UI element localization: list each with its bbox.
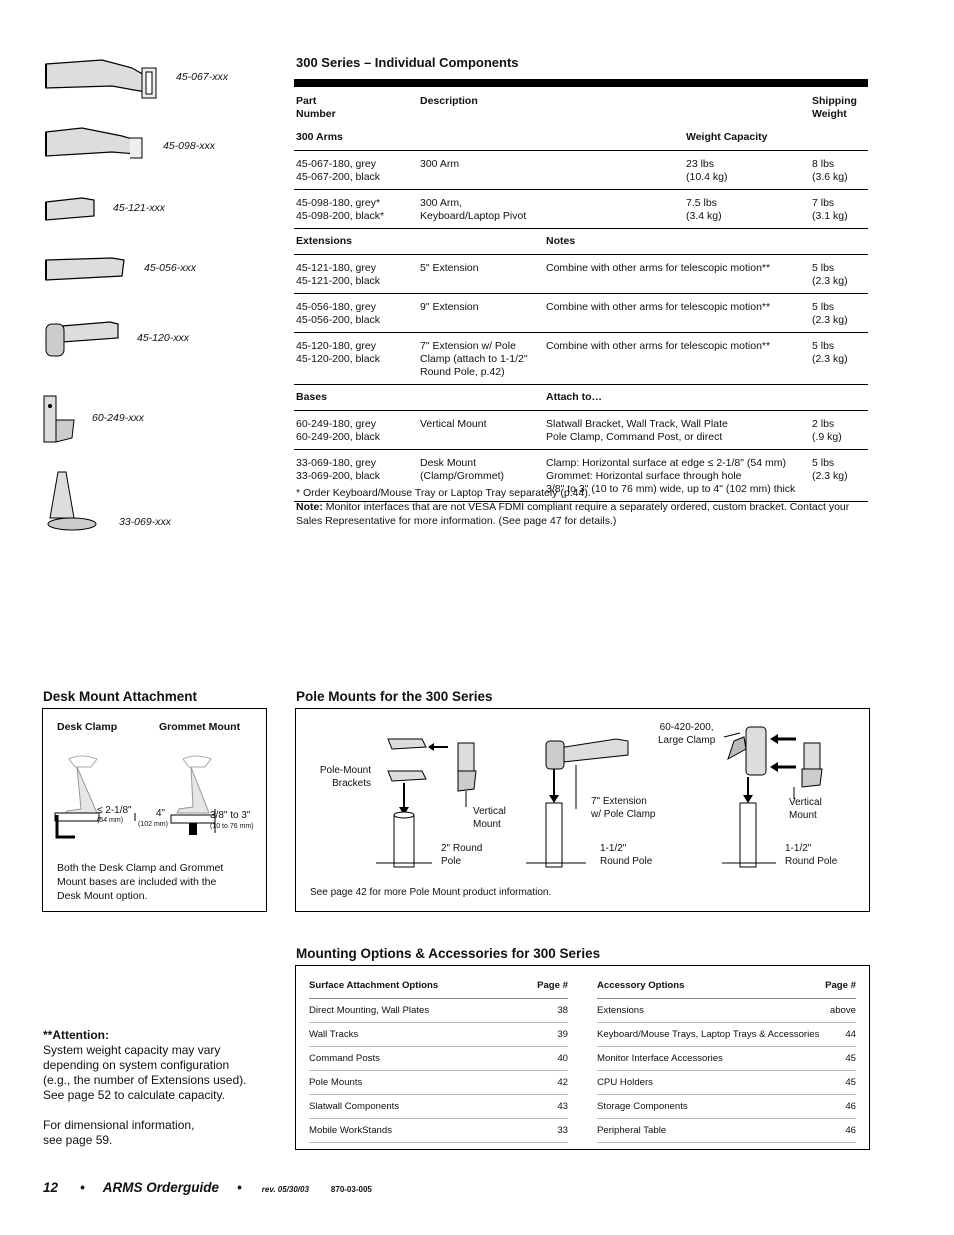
- surface-option-row: [309, 1095, 568, 1119]
- vertical-mount-image: [38, 392, 78, 446]
- vertical-mount-label-1: [473, 805, 506, 831]
- weight-line: 8 lbs: [812, 158, 835, 170]
- col-description: Description: [420, 95, 478, 107]
- cell-note: [546, 255, 812, 294]
- components-notes: [296, 486, 866, 528]
- label-line: Round Pole: [785, 856, 838, 867]
- label-line: Pole: [441, 856, 462, 867]
- component-row: [294, 190, 868, 229]
- label-line: 7" Extension: [591, 796, 647, 807]
- option-label: Mobile WorkStands: [309, 1125, 393, 1136]
- weight-line: 5 lbs: [812, 457, 835, 469]
- part-line: 45-067-200, black: [296, 171, 381, 183]
- section-extra-header: Weight Capacity: [686, 125, 868, 151]
- label-line: Brackets: [332, 778, 371, 789]
- cell-desc: [420, 255, 546, 294]
- desc-line: 7" Extension w/ Pole: [420, 340, 516, 352]
- weight-line: 5 lbs: [812, 340, 835, 352]
- note-line: Combine with other arms for telescopic motion**: [546, 340, 771, 352]
- note-line: Pole Clamp, Command Post, or direct: [546, 431, 723, 443]
- attention-line: See page 52 to calculate capacity.: [43, 1088, 225, 1102]
- arm-300-image: [42, 54, 162, 104]
- label-line: Mount: [789, 810, 817, 821]
- section-extra-header: Notes: [546, 229, 868, 255]
- thumbnail-label: 45-056-xxx: [144, 262, 196, 274]
- cell-desc: [420, 190, 686, 229]
- cell-desc: [420, 333, 546, 385]
- option-label: Storage Components: [597, 1101, 688, 1112]
- weight-line: 2 lbs: [812, 418, 835, 430]
- attention-line: (e.g., the number of Extensions used).: [43, 1073, 247, 1087]
- extension-pole-clamp-label: [591, 795, 655, 821]
- col-number: Number: [296, 108, 336, 120]
- footer-bullet: •: [237, 1180, 242, 1195]
- component-row: [294, 333, 868, 385]
- part-line: 45-121-180, grey: [296, 262, 376, 274]
- page-number: 12: [43, 1180, 59, 1195]
- accessory-option-row: [597, 1071, 856, 1095]
- label-line: 1-1/2": [600, 843, 627, 854]
- surface-option-row: [309, 1071, 568, 1095]
- desc-line: Vertical Mount: [420, 418, 487, 430]
- label-line: Pole-Mount: [319, 765, 371, 776]
- cell-weight: [812, 294, 868, 333]
- accessory-option-row: [597, 1047, 856, 1071]
- desk-clamp-label: Desk Clamp: [57, 721, 118, 733]
- grommet-mount-label: Grommet Mount: [159, 721, 241, 733]
- caption-line: Desk Mount option.: [57, 890, 148, 902]
- option-page: 43: [557, 1101, 568, 1112]
- cell-note: [546, 333, 812, 385]
- option-label: Pole Mounts: [309, 1077, 363, 1088]
- weight-line: (3.1 kg): [812, 210, 848, 222]
- option-label: Direct Mounting, Wall Plates: [309, 1005, 430, 1016]
- section-name: Extensions: [294, 229, 546, 255]
- options-box: [295, 965, 870, 1150]
- option-page: 38: [557, 1005, 568, 1016]
- title-rule: [294, 79, 868, 87]
- accessory-option-row: [597, 1095, 856, 1119]
- section-name: Bases: [294, 385, 546, 411]
- component-row: [294, 411, 868, 450]
- note-line: 23 lbs: [686, 158, 715, 170]
- note-label: Note:: [296, 501, 323, 513]
- brackets-label: [315, 764, 371, 790]
- option-label: Command Posts: [309, 1053, 380, 1064]
- option-label: Peripheral Table: [597, 1125, 667, 1136]
- footer-bullet: •: [80, 1180, 85, 1195]
- extension-5-image: [42, 192, 102, 228]
- part-line: 45-056-180, grey: [296, 301, 376, 313]
- footnote-star: * Order Keyboard/Mouse Tray or Laptop Tray separately (p.44).: [296, 487, 591, 499]
- cell-part: [294, 190, 420, 229]
- label-line: 1-1/2": [785, 843, 812, 854]
- label-line: w/ Pole Clamp: [591, 809, 656, 820]
- option-page: 39: [557, 1029, 568, 1040]
- note-line: 7.5 lbs: [686, 197, 717, 209]
- surface-option-row: [309, 1047, 568, 1071]
- part-line: 45-121-200, black: [296, 275, 381, 287]
- round-pole-label-2: [600, 842, 652, 868]
- desk-mount-image: [44, 466, 100, 536]
- option-page: 45: [845, 1053, 856, 1064]
- attention-block: [43, 1028, 246, 1148]
- note-line: Clamp: Horizontal surface at edge ≤ 2-1/8" (54 mm): [546, 457, 787, 469]
- document-code: 870-03-005: [330, 1185, 372, 1194]
- option-page: 44: [845, 1029, 856, 1040]
- cell-note: [686, 151, 812, 190]
- option-label: CPU Holders: [597, 1077, 653, 1088]
- label-line: Mount: [473, 819, 501, 830]
- revision: rev. 05/30/03: [261, 1185, 309, 1194]
- desk-mount-box: [42, 708, 267, 912]
- cell-desc: [420, 411, 546, 450]
- option-page: 46: [845, 1101, 856, 1112]
- option-page: 42: [557, 1077, 568, 1088]
- weight-line: (2.3 kg): [812, 353, 848, 365]
- note-line: (10.4 kg): [686, 171, 728, 183]
- pole-mounts-box: [295, 708, 870, 912]
- thumbnail-label: 33-069-xxx: [119, 516, 171, 528]
- part-line: 60-249-180, grey: [296, 418, 376, 430]
- weight-line: (2.3 kg): [812, 275, 848, 287]
- components-title: 300 Series – Individual Components: [296, 55, 519, 70]
- weight-line: 5 lbs: [812, 301, 835, 313]
- cell-part: [294, 294, 420, 333]
- option-page: 45: [845, 1077, 856, 1088]
- pole-mounts-footer: See page 42 for more Pole Mount product information.: [310, 887, 552, 898]
- part-line: 45-056-200, black: [296, 314, 381, 326]
- weight-line: 5 lbs: [812, 262, 835, 274]
- cell-note: [546, 294, 812, 333]
- desk-mount-caption: [57, 861, 223, 903]
- label-line: 2" Round: [441, 843, 483, 854]
- cell-weight: [812, 333, 868, 385]
- accessory-header: Accessory Options: [597, 979, 685, 991]
- extension-pole-clamp-image: [42, 316, 126, 360]
- cell-desc: [420, 294, 546, 333]
- cell-part: [294, 151, 420, 190]
- components-table: [294, 89, 868, 502]
- option-label: Keyboard/Mouse Trays, Laptop Trays & Accessories: [597, 1029, 820, 1040]
- pole-mounts-diagram: [296, 709, 869, 889]
- cell-desc: [420, 151, 686, 190]
- desc-line: 5" Extension: [420, 262, 479, 274]
- section-header-row: [294, 229, 868, 255]
- caption-line: Both the Desk Clamp and Grommet: [57, 862, 224, 874]
- thumbnail-label: 60-249-xxx: [92, 412, 144, 424]
- part-line: 45-098-200, black*: [296, 210, 385, 222]
- component-row: [294, 255, 868, 294]
- col-shipping: Shipping: [812, 95, 857, 107]
- grommet-hole-mm: (10 to 76 mm): [210, 823, 254, 830]
- part-line: 45-120-200, black: [296, 353, 381, 365]
- label-line: Vertical: [473, 806, 506, 817]
- grommet-thickness: 4": [156, 808, 166, 819]
- col-weight: Weight: [812, 108, 847, 120]
- note-line: Grommet: Horizontal surface through hole: [546, 470, 742, 482]
- option-label: Extensions: [597, 1005, 644, 1016]
- option-page: 46: [845, 1125, 856, 1136]
- note-text: Monitor interfaces that are not VESA FDMI compliant require a separately ordered, custom bracket. Contact your Sales Representative for more information. (See page 47 for details.): [296, 501, 850, 527]
- cell-note: [686, 190, 812, 229]
- surface-options-table: [309, 972, 568, 1143]
- grommet-thickness-mm: (102 mm): [138, 821, 168, 828]
- pole-mounts-title: Pole Mounts for the 300 Series: [296, 689, 493, 704]
- accessory-option-row: [597, 999, 856, 1023]
- option-label: Slatwall Components: [309, 1101, 400, 1112]
- cell-part: [294, 333, 420, 385]
- extension-9-image: [42, 252, 130, 288]
- section-name: 300 Arms: [294, 125, 686, 151]
- option-page: 40: [557, 1053, 568, 1064]
- attention-line: System weight capacity may vary: [43, 1043, 221, 1057]
- weight-line: (2.3 kg): [812, 314, 848, 326]
- section-header-row: [294, 385, 868, 411]
- part-line: 45-067-180, grey: [296, 158, 376, 170]
- desc-line: Round Pole, p.42): [420, 366, 505, 378]
- vertical-mount-label-2: [789, 796, 822, 822]
- weight-line: 7 lbs: [812, 197, 835, 209]
- cell-weight: [812, 411, 868, 450]
- accessory-option-row: [597, 1023, 856, 1047]
- cell-weight: [812, 151, 868, 190]
- grommet-hole: 3/8" to 3": [210, 810, 251, 821]
- weight-line: (.9 kg): [812, 431, 842, 443]
- caption-line: Mount bases are included with the: [57, 876, 217, 888]
- option-page: above: [829, 1005, 856, 1016]
- desc-line: Desk Mount: [420, 457, 477, 469]
- clamp-dimension: ≤ 2-1/8": [97, 805, 132, 816]
- note-line: 3/8" to 3" (10 to 76 mm) wide, up to 4" (102 mm) thick: [546, 483, 796, 495]
- thumbnail-label: 45-121-xxx: [113, 202, 165, 214]
- surface-header: Surface Attachment Options: [309, 979, 439, 991]
- attention-title: **Attention:: [43, 1028, 109, 1042]
- attention-line: depending on system configuration: [43, 1058, 230, 1072]
- thumbnail-label: 45-120-xxx: [137, 332, 189, 344]
- label-line: 60-420-200,: [659, 722, 714, 733]
- round-pole-label-3: [785, 842, 837, 868]
- note-line: Slatwall Bracket, Wall Track, Wall Plate: [546, 418, 728, 430]
- desc-line: (Clamp/Grommet): [420, 470, 505, 482]
- keyboard-pivot-arm-image: [42, 122, 147, 167]
- guide-name: ARMS Orderguide: [102, 1180, 220, 1195]
- option-label: Monitor Interface Accessories: [597, 1053, 723, 1064]
- vesa-note: [296, 500, 866, 528]
- thumbnail-label: 45-098-xxx: [163, 140, 215, 152]
- section-header-row: [294, 125, 868, 151]
- label-line: Large Clamp: [658, 735, 716, 746]
- cell-note: [546, 411, 812, 450]
- desk-mount-title: Desk Mount Attachment: [43, 689, 198, 704]
- part-line: 45-120-180, grey: [296, 340, 376, 352]
- desc-line: 300 Arm,: [420, 197, 463, 209]
- desc-line: Keyboard/Laptop Pivot: [420, 210, 527, 222]
- col-part: Part: [296, 95, 317, 107]
- part-line: 33-069-200, black: [296, 470, 381, 482]
- desc-line: Clamp (attach to 1-1/2": [420, 353, 528, 365]
- surface-option-row: [309, 1023, 568, 1047]
- note-line: (3.4 kg): [686, 210, 722, 222]
- option-page: 33: [557, 1125, 568, 1136]
- surface-option-row: [309, 999, 568, 1023]
- weight-line: (2.3 kg): [812, 470, 848, 482]
- cell-weight: [812, 190, 868, 229]
- page-header: Page #: [825, 979, 856, 991]
- round-pole-label-1: [441, 842, 482, 868]
- surface-option-row: [309, 1119, 568, 1143]
- desc-line: 300 Arm: [420, 158, 460, 170]
- accessory-options-table: [597, 972, 856, 1143]
- large-clamp-label: [658, 721, 715, 747]
- component-row: [294, 151, 868, 190]
- options-title: Mounting Options & Accessories for 300 Series: [296, 946, 601, 961]
- dimension-line: For dimensional information,: [43, 1118, 195, 1132]
- part-line: 33-069-180, grey: [296, 457, 376, 469]
- thumbnail-label: 45-067-xxx: [176, 71, 228, 83]
- desc-line: 9" Extension: [420, 301, 479, 313]
- label-line: Vertical: [789, 797, 822, 808]
- dimension-line: see page 59.: [43, 1133, 113, 1147]
- cell-weight: [812, 255, 868, 294]
- cell-part: [294, 411, 420, 450]
- part-line: 60-249-200, black: [296, 431, 381, 443]
- option-label: Wall Tracks: [309, 1029, 359, 1040]
- component-row: [294, 294, 868, 333]
- page-footer: [43, 1180, 372, 1195]
- cell-part: [294, 255, 420, 294]
- label-line: Round Pole: [600, 856, 653, 867]
- section-extra-header: Attach to…: [546, 385, 868, 411]
- clamp-dimension-mm: (54 mm): [97, 817, 124, 824]
- page-header: Page #: [537, 979, 568, 991]
- note-line: Combine with other arms for telescopic motion**: [546, 301, 771, 313]
- accessory-option-row: [597, 1119, 856, 1143]
- weight-line: (3.6 kg): [812, 171, 848, 183]
- part-line: 45-098-180, grey*: [296, 197, 381, 209]
- note-line: Combine with other arms for telescopic motion**: [546, 262, 771, 274]
